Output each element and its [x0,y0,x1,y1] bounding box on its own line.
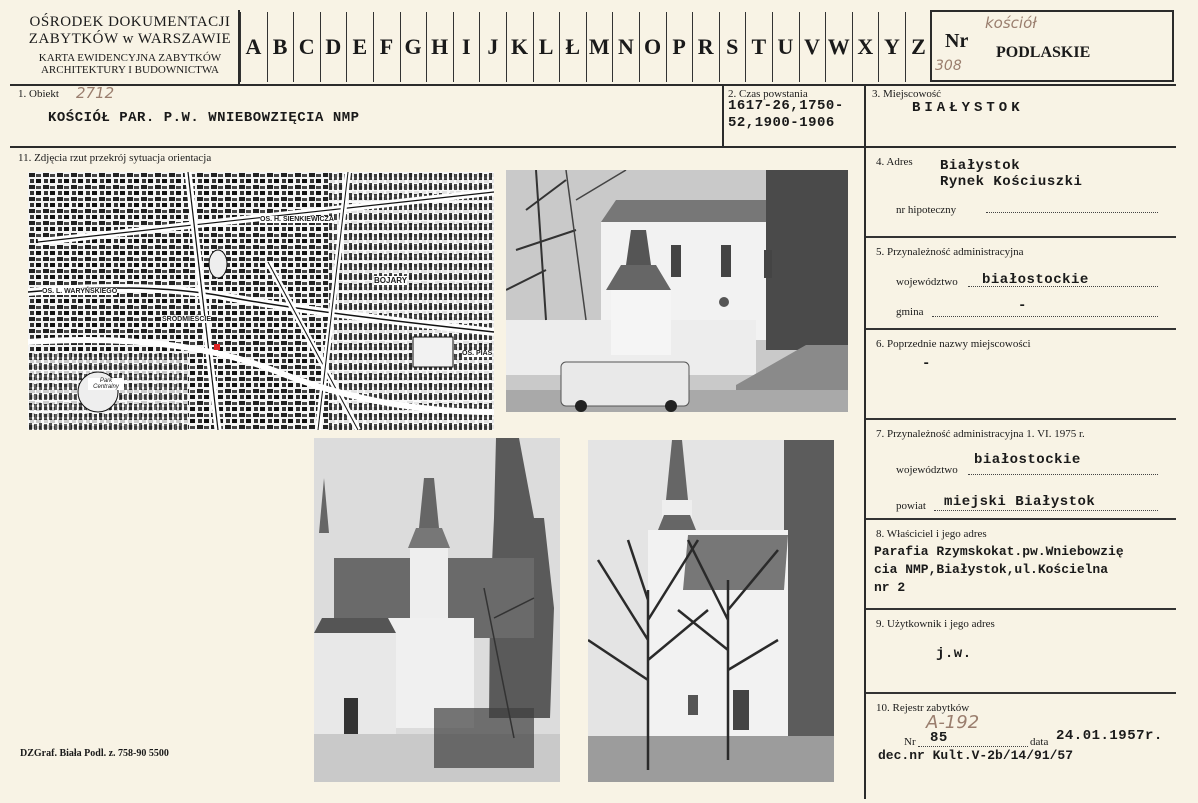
location-map [28,172,494,430]
field3-label: 3. Miejscowość [872,88,942,100]
date-line1: 1617-26,1750- [728,98,844,114]
printer-note: DZGraf. Biała Podl. z. 758-90 5500 [20,748,169,759]
voivodeship-1975-label: województwo [896,464,958,476]
org-line3: KARTA EWIDENCYJNA ZABYTKÓW [38,52,222,64]
register-nr-label: Nr [904,736,916,748]
map-label-park: Park Centralny [88,378,124,390]
alphabet-letter: N [612,12,638,82]
alphabet-letter: P [666,12,692,82]
map-label-warynskiego: OS. L. WARYŃSKIEGO [42,288,118,295]
field1-label: 1. Obiekt [18,88,59,100]
gmina-label: gmina [896,306,924,318]
voivodeship-value: białostockie [982,272,1089,288]
field5-label: 5. Przynależność administracyjna [876,246,1024,258]
field11-label: 11. Zdjęcia rzut przekrój sytuacja orientacja [18,152,212,164]
hand-note-top: kościół [985,14,1037,32]
owner-line1: Parafia Rzymskokat.pw.Wniebowzię [874,544,1124,559]
map-label-pias: OS. PIAS [462,350,493,357]
powiat-value: miejski Białystok [944,494,1096,510]
owner-line3: nr 2 [874,580,906,595]
map-label-bojary: BOJARY [374,276,408,285]
alphabet-letter: D [320,12,346,82]
field6-label: 6. Poprzednie nazwy miejscowości [876,338,1031,350]
alphabet-letter: C [293,12,319,82]
hand-note-bottom: 308 [935,58,962,74]
object-name: KOŚCIÓŁ PAR. P.W. WNIEBOWZIĘCIA NMP [48,110,360,126]
powiat-label: powiat [896,500,926,512]
alphabet-letter: A [240,12,266,82]
alphabet-letter: Z [905,12,931,82]
register-hand: A-192 [926,712,980,733]
alphabet-letter: M [586,12,612,82]
alphabet-letter: H [426,12,452,82]
alphabet-letter: S [719,12,745,82]
field4-label: 4. Adres [876,156,913,168]
previous-names-value: - [922,356,931,372]
field9-label: 9. Użytkownik i jego adres [876,618,995,630]
alphabet-letter: T [745,12,771,82]
field1-hand: 2712 [76,84,115,102]
alphabet-letter: J [479,12,505,82]
map-label-sienkiewicza: OS. H. SIENKIEWICZA [260,216,334,223]
alphabet-letter: L [533,12,559,82]
alphabet-letter: Y [878,12,904,82]
photo-1-graphic [506,170,848,412]
register-date-value: 24.01.1957r. [1056,728,1163,744]
photo-church-tower [588,440,834,782]
nr-label: Nr [945,30,969,52]
alphabet-letter: B [267,12,293,82]
org-line1: OŚRODEK DOKUMENTACJI [29,14,231,30]
voivodeship-label: województwo [896,276,958,288]
field2-label: 2. Czas powstania [728,88,808,100]
org-line4: ARCHITEKTURY I BUDOWNICTWA [40,64,220,76]
hipoteka-label: nr hipoteczny [896,204,957,216]
alphabet-letter: W [825,12,851,82]
photo-3-graphic [588,440,834,782]
alphabet-letter: E [346,12,372,82]
alphabet-letter: Ł [559,12,585,82]
photo-church-front [314,438,560,782]
alphabet-letter: V [799,12,825,82]
field8-label: 8. Właściciel i jego adres [876,528,987,540]
town-name: BIAŁYSTOK [912,100,1024,116]
photo-church-side [506,170,848,412]
org-block [20,14,240,76]
date-line2: 52,1900-1906 [728,115,835,131]
gmina-value: - [1018,298,1027,314]
field7-label: 7. Przynależność administracyjna 1. VI. 1975 r. [876,428,1085,440]
field10-label: 10. Rejestr zabytków [876,702,970,714]
owner-line2: cia NMP,Białystok,ul.Kościelna [874,562,1109,577]
address-line1: Białystok [940,158,1021,174]
alphabet-letter: I [453,12,479,82]
alphabet-letter: X [852,12,878,82]
alphabet-letter: O [639,12,665,82]
alphabet-letter: F [373,12,399,82]
map-graphic [28,172,494,430]
alphabet-letter: U [772,12,798,82]
alphabet-letter: G [400,12,426,82]
org-line2: ZABYTKÓW w WARSZAWIE [28,31,232,47]
decision-number: dec.nr Kult.V-2b/14/91/57 [878,748,1074,763]
voivodeship-1975-value: białostockie [974,452,1081,468]
region-label: PODLASKIE [996,44,1091,61]
alphabet-letter: R [692,12,718,82]
register-nr-value: 85 [930,730,948,746]
alphabet-letter: K [506,12,532,82]
photo-2-graphic [314,438,560,782]
address-line2: Rynek Kościuszki [940,174,1083,190]
user-value: j.w. [936,646,972,662]
register-date-label: data [1030,736,1049,748]
map-label-srodmiescie: ŚRÓDMIEŚCIE [162,316,212,323]
